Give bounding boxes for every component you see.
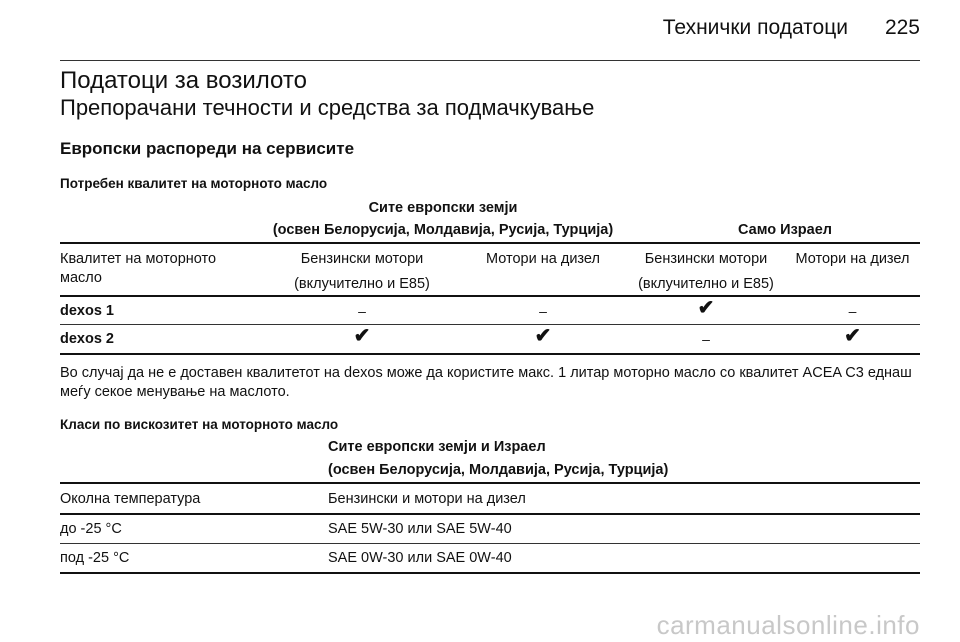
table-cell: до -25 °C bbox=[60, 521, 122, 537]
col-header-petrol-il-note: (вклучително и E85) bbox=[638, 276, 774, 292]
table-rule bbox=[60, 295, 920, 297]
table-rule bbox=[60, 513, 920, 515]
col-header-petrol: Бензински мотори bbox=[300, 251, 424, 267]
section-subtitle: Препорачани течности и средства за подмачкување bbox=[60, 95, 595, 120]
table-rule bbox=[60, 242, 920, 244]
table-cell: под -25 °C bbox=[60, 550, 130, 566]
table-cell: SAE 5W-30 или SAE 5W-40 bbox=[328, 521, 512, 537]
col-header-diesel-il: Мотори на дизел bbox=[795, 251, 910, 267]
col-header-engine: Бензински и мотори на дизел bbox=[328, 491, 526, 507]
header-rule bbox=[60, 60, 920, 61]
table-rule bbox=[60, 482, 920, 484]
running-title: Технички податоци bbox=[662, 16, 848, 39]
row-divider bbox=[60, 324, 920, 325]
table-cell: ✔ bbox=[844, 325, 861, 347]
oil-quality-title: Потребен квалитет на моторното масло bbox=[60, 176, 328, 191]
group-all-line2: (освен Белорусија, Молдавија, Русија, Турција) bbox=[272, 222, 614, 238]
table-rule bbox=[60, 353, 920, 355]
table-cell: ✔ bbox=[534, 325, 552, 347]
page-header bbox=[60, 14, 920, 52]
group-all-line1: Сите европски земји bbox=[368, 200, 518, 216]
table-cell: SAE 0W-30 или SAE 0W-40 bbox=[328, 550, 512, 566]
col-header-quality: Квалитет на моторното масло bbox=[60, 251, 217, 286]
table-cell: ✔ bbox=[353, 325, 371, 347]
table-cell: – bbox=[702, 331, 710, 347]
section-title: Податоци за возилото bbox=[60, 67, 307, 94]
subsection-heading: Европски распореди на сервисите bbox=[60, 139, 355, 158]
table-cell: ✔ bbox=[697, 297, 715, 319]
viscosity-title: Класи по вискозитет на моторното масло bbox=[60, 417, 339, 432]
page-number: 225 bbox=[884, 16, 920, 39]
table-rule bbox=[60, 572, 920, 574]
watermark: carmanualsonline.info bbox=[656, 610, 920, 640]
col-header-diesel: Мотори на дизел bbox=[486, 251, 600, 267]
visc-group-line1: Сите европски земји и Израел bbox=[328, 439, 546, 455]
table-cell: – bbox=[848, 303, 857, 319]
row-label: dexos 2 bbox=[60, 331, 114, 347]
col-header-petrol-il: Бензински мотори bbox=[644, 251, 768, 267]
table-cell: – bbox=[539, 303, 547, 319]
row-divider bbox=[60, 543, 920, 544]
col-header-petrol-note: (вклучително и E85) bbox=[294, 276, 430, 292]
visc-group-line2: (освен Белорусија, Молдавија, Русија, Турција) bbox=[328, 462, 669, 478]
col-header-temp: Околна температура bbox=[60, 491, 201, 507]
note-paragraph: Во случај да не е достaвен квалитетот на dexos може да користите макс. 1 литар моторно масло со квалитет ACEA C3 еднаш меѓу секое менување на маслото. bbox=[60, 365, 912, 400]
row-label: dexos 1 bbox=[60, 303, 114, 319]
table-cell: – bbox=[358, 303, 366, 319]
group-israel: Само Израел bbox=[738, 222, 832, 238]
